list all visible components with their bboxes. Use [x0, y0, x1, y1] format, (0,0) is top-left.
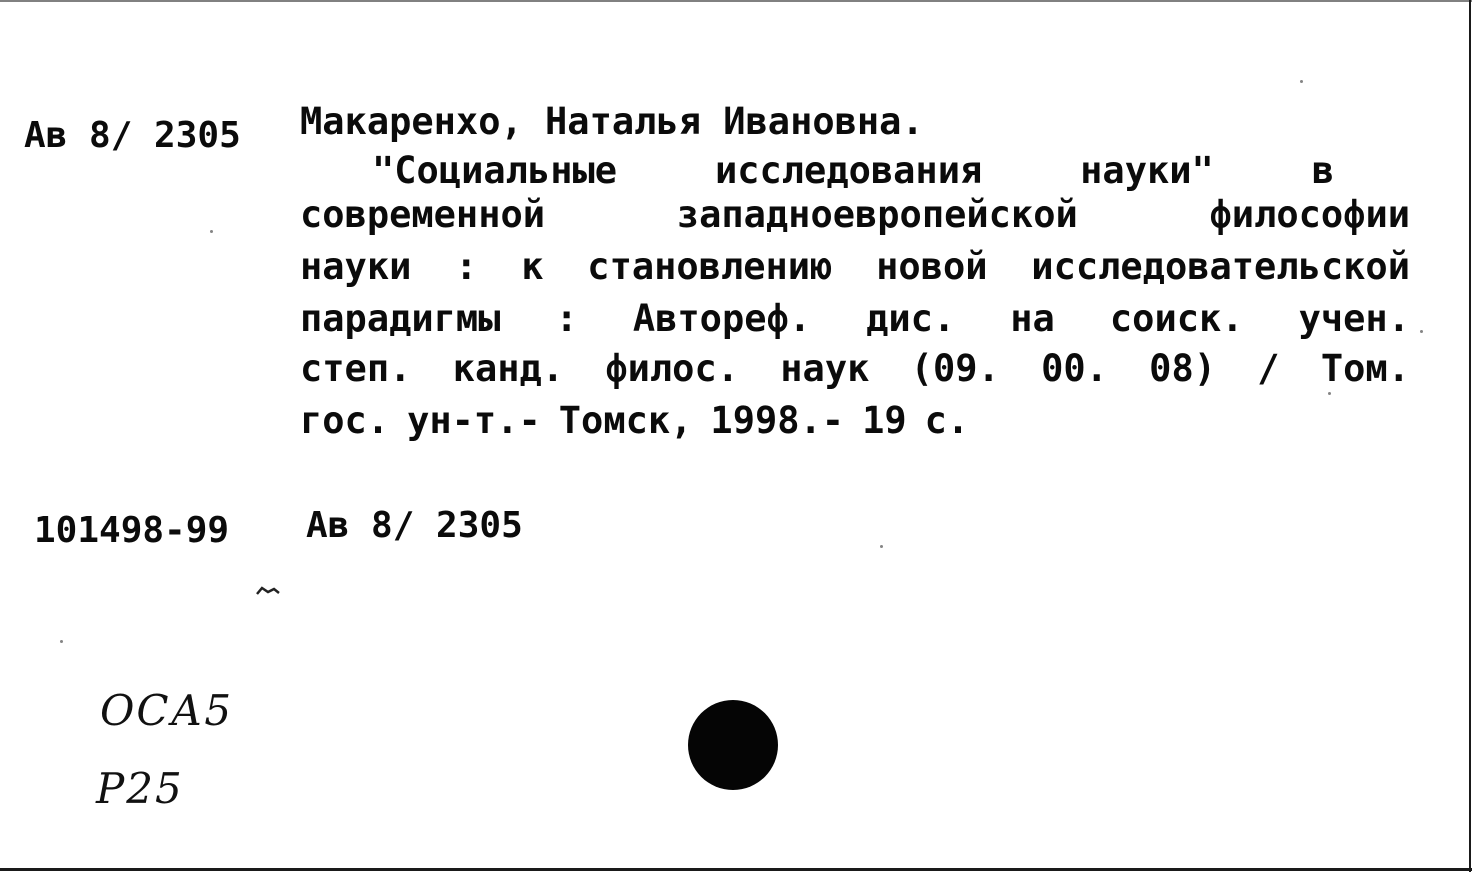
- word: /: [1257, 347, 1280, 390]
- word: Томск,: [558, 399, 693, 442]
- word: учен.: [1298, 297, 1410, 340]
- word: к: [521, 245, 544, 288]
- word: соиск.: [1109, 297, 1244, 340]
- description-line-5: [300, 347, 1410, 390]
- word: 08): [1149, 347, 1216, 390]
- word: исследования: [714, 149, 983, 192]
- word: с.: [924, 399, 970, 442]
- speck: [880, 545, 883, 548]
- description-line-6: [300, 399, 987, 442]
- word: философии: [1209, 193, 1410, 236]
- card-right-edge: [1469, 0, 1471, 872]
- word: науки": [1080, 149, 1214, 192]
- handwritten-note-1: ОСА5: [100, 686, 234, 735]
- speck: [1300, 80, 1303, 83]
- word: филос.: [605, 347, 739, 390]
- word: современной: [300, 193, 546, 236]
- word: гос.: [300, 399, 390, 442]
- stamp-mark-icon: [256, 586, 280, 596]
- word: "Социальные: [372, 149, 618, 192]
- speck: [1420, 330, 1423, 333]
- card-top-edge: [0, 0, 1472, 2]
- word: Автореф.: [632, 297, 812, 340]
- speck: [1328, 392, 1331, 395]
- word: :: [555, 297, 578, 340]
- shelf-mark-repeat: Ав 8/ 2305: [306, 505, 523, 546]
- punch-hole: [688, 700, 778, 790]
- word: 1998.-: [710, 399, 845, 442]
- word: исследовательской: [1031, 245, 1410, 288]
- speck: [210, 230, 213, 233]
- word: западноевропейской: [676, 193, 1078, 236]
- word: наук: [780, 347, 870, 390]
- handwritten-note-2: Р25: [96, 764, 184, 813]
- word: парадигмы: [300, 297, 501, 340]
- card-bottom-edge: [0, 868, 1472, 871]
- description-line-3: [300, 245, 1410, 288]
- word: новой: [876, 245, 988, 288]
- description-line-2: [300, 193, 1410, 236]
- word: становлению: [587, 245, 833, 288]
- word: канд.: [452, 347, 565, 390]
- accession-number: 101498-99: [34, 510, 230, 551]
- word: в: [1311, 149, 1334, 192]
- word: науки: [300, 245, 412, 288]
- author-heading: Макаренхо, Наталья Ивановна.: [300, 100, 924, 143]
- word: ун-т.-: [407, 399, 541, 442]
- word: дис.: [866, 297, 956, 340]
- word: степ.: [300, 347, 412, 390]
- description-line-1: [372, 149, 1334, 192]
- speck: [60, 640, 63, 643]
- shelf-mark: Ав 8/ 2305: [24, 115, 241, 156]
- description-line-4: [300, 297, 1410, 340]
- word: на: [1010, 297, 1055, 340]
- word: Том.: [1320, 347, 1410, 390]
- word: (09.: [910, 347, 1000, 390]
- word: :: [455, 245, 478, 288]
- word: 19: [862, 399, 907, 442]
- word: 00.: [1041, 347, 1108, 390]
